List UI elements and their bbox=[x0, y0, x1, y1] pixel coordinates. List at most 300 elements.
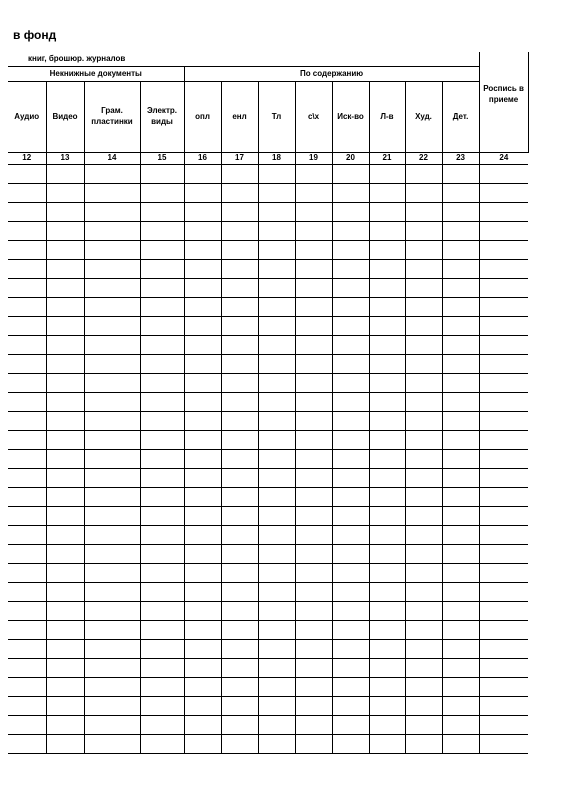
table-cell[interactable] bbox=[84, 316, 140, 335]
table-cell[interactable] bbox=[332, 164, 369, 183]
table-cell[interactable] bbox=[184, 392, 221, 411]
table-cell[interactable] bbox=[8, 677, 46, 696]
table-cell[interactable] bbox=[84, 354, 140, 373]
table-cell[interactable] bbox=[332, 601, 369, 620]
table-cell[interactable] bbox=[46, 373, 84, 392]
table-cell[interactable] bbox=[184, 240, 221, 259]
table-cell[interactable] bbox=[221, 525, 258, 544]
table-cell[interactable] bbox=[46, 411, 84, 430]
table-cell[interactable] bbox=[46, 677, 84, 696]
table-cell[interactable] bbox=[184, 582, 221, 601]
table-cell[interactable] bbox=[140, 677, 184, 696]
table-cell[interactable] bbox=[332, 677, 369, 696]
table-cell[interactable] bbox=[442, 658, 479, 677]
table-cell[interactable] bbox=[258, 278, 295, 297]
table-cell[interactable] bbox=[8, 468, 46, 487]
table-cell[interactable] bbox=[46, 164, 84, 183]
table-cell[interactable] bbox=[140, 620, 184, 639]
table-cell[interactable] bbox=[221, 278, 258, 297]
table-cell[interactable] bbox=[405, 620, 442, 639]
table-cell[interactable] bbox=[140, 240, 184, 259]
table-cell[interactable] bbox=[184, 164, 221, 183]
table-cell[interactable] bbox=[442, 392, 479, 411]
table-cell[interactable] bbox=[258, 563, 295, 582]
table-cell[interactable] bbox=[84, 335, 140, 354]
table-cell[interactable] bbox=[184, 183, 221, 202]
table-cell[interactable] bbox=[405, 601, 442, 620]
table-cell[interactable] bbox=[8, 487, 46, 506]
table-cell[interactable] bbox=[46, 335, 84, 354]
table-cell[interactable] bbox=[295, 487, 332, 506]
table-cell[interactable] bbox=[332, 259, 369, 278]
table-cell[interactable] bbox=[46, 734, 84, 753]
table-cell[interactable] bbox=[295, 430, 332, 449]
table-cell[interactable] bbox=[140, 601, 184, 620]
table-cell[interactable] bbox=[84, 677, 140, 696]
table-cell[interactable] bbox=[46, 620, 84, 639]
table-cell[interactable] bbox=[442, 164, 479, 183]
table-cell[interactable] bbox=[140, 525, 184, 544]
table-cell[interactable] bbox=[184, 316, 221, 335]
table-cell[interactable] bbox=[258, 544, 295, 563]
table-cell[interactable] bbox=[405, 468, 442, 487]
table-cell[interactable] bbox=[84, 373, 140, 392]
table-cell[interactable] bbox=[46, 582, 84, 601]
table-cell[interactable] bbox=[442, 563, 479, 582]
table-cell[interactable] bbox=[332, 563, 369, 582]
table-cell[interactable] bbox=[295, 202, 332, 221]
table-cell[interactable] bbox=[221, 164, 258, 183]
table-cell[interactable] bbox=[442, 202, 479, 221]
table-cell[interactable] bbox=[442, 487, 479, 506]
table-cell[interactable] bbox=[184, 449, 221, 468]
table-cell[interactable] bbox=[258, 601, 295, 620]
table-cell[interactable] bbox=[221, 468, 258, 487]
table-cell[interactable] bbox=[332, 525, 369, 544]
table-cell[interactable] bbox=[405, 202, 442, 221]
table-cell[interactable] bbox=[405, 544, 442, 563]
table-cell[interactable] bbox=[84, 183, 140, 202]
table-cell[interactable] bbox=[46, 202, 84, 221]
table-cell[interactable] bbox=[442, 430, 479, 449]
table-cell[interactable] bbox=[332, 335, 369, 354]
table-cell[interactable] bbox=[405, 183, 442, 202]
table-cell[interactable] bbox=[295, 297, 332, 316]
table-cell[interactable] bbox=[258, 449, 295, 468]
table-cell[interactable] bbox=[221, 677, 258, 696]
table-cell[interactable] bbox=[479, 677, 528, 696]
table-cell[interactable] bbox=[140, 335, 184, 354]
table-cell[interactable] bbox=[369, 354, 405, 373]
table-cell[interactable] bbox=[84, 525, 140, 544]
table-cell[interactable] bbox=[405, 411, 442, 430]
table-cell[interactable] bbox=[8, 411, 46, 430]
table-cell[interactable] bbox=[140, 411, 184, 430]
table-cell[interactable] bbox=[442, 601, 479, 620]
table-cell[interactable] bbox=[295, 544, 332, 563]
table-cell[interactable] bbox=[184, 620, 221, 639]
table-cell[interactable] bbox=[184, 411, 221, 430]
table-cell[interactable] bbox=[184, 278, 221, 297]
table-cell[interactable] bbox=[479, 468, 528, 487]
table-cell[interactable] bbox=[46, 221, 84, 240]
table-cell[interactable] bbox=[332, 620, 369, 639]
table-cell[interactable] bbox=[8, 164, 46, 183]
table-cell[interactable] bbox=[140, 563, 184, 582]
table-cell[interactable] bbox=[405, 658, 442, 677]
table-cell[interactable] bbox=[295, 620, 332, 639]
table-cell[interactable] bbox=[332, 183, 369, 202]
table-cell[interactable] bbox=[140, 392, 184, 411]
table-cell[interactable] bbox=[405, 430, 442, 449]
table-cell[interactable] bbox=[46, 658, 84, 677]
table-cell[interactable] bbox=[140, 715, 184, 734]
table-cell[interactable] bbox=[140, 487, 184, 506]
table-cell[interactable] bbox=[332, 639, 369, 658]
table-cell[interactable] bbox=[405, 677, 442, 696]
table-cell[interactable] bbox=[369, 677, 405, 696]
table-cell[interactable] bbox=[479, 601, 528, 620]
table-cell[interactable] bbox=[479, 506, 528, 525]
table-cell[interactable] bbox=[369, 259, 405, 278]
table-cell[interactable] bbox=[405, 354, 442, 373]
table-cell[interactable] bbox=[369, 449, 405, 468]
table-cell[interactable] bbox=[295, 259, 332, 278]
table-cell[interactable] bbox=[221, 373, 258, 392]
table-cell[interactable] bbox=[479, 183, 528, 202]
table-cell[interactable] bbox=[405, 715, 442, 734]
table-cell[interactable] bbox=[46, 715, 84, 734]
table-cell[interactable] bbox=[442, 373, 479, 392]
table-cell[interactable] bbox=[140, 202, 184, 221]
table-cell[interactable] bbox=[479, 696, 528, 715]
table-cell[interactable] bbox=[46, 449, 84, 468]
table-cell[interactable] bbox=[369, 715, 405, 734]
table-cell[interactable] bbox=[479, 202, 528, 221]
table-cell[interactable] bbox=[8, 620, 46, 639]
table-cell[interactable] bbox=[84, 734, 140, 753]
table-cell[interactable] bbox=[479, 715, 528, 734]
table-cell[interactable] bbox=[184, 544, 221, 563]
table-cell[interactable] bbox=[295, 468, 332, 487]
table-cell[interactable] bbox=[258, 734, 295, 753]
table-cell[interactable] bbox=[84, 164, 140, 183]
table-cell[interactable] bbox=[140, 468, 184, 487]
table-cell[interactable] bbox=[442, 354, 479, 373]
table-cell[interactable] bbox=[184, 734, 221, 753]
table-cell[interactable] bbox=[221, 449, 258, 468]
table-cell[interactable] bbox=[221, 487, 258, 506]
table-cell[interactable] bbox=[46, 639, 84, 658]
table-cell[interactable] bbox=[258, 582, 295, 601]
table-cell[interactable] bbox=[8, 734, 46, 753]
table-cell[interactable] bbox=[8, 430, 46, 449]
table-cell[interactable] bbox=[46, 487, 84, 506]
table-cell[interactable] bbox=[369, 639, 405, 658]
table-cell[interactable] bbox=[140, 734, 184, 753]
table-cell[interactable] bbox=[405, 240, 442, 259]
table-cell[interactable] bbox=[140, 316, 184, 335]
table-cell[interactable] bbox=[369, 297, 405, 316]
table-cell[interactable] bbox=[140, 354, 184, 373]
table-cell[interactable] bbox=[369, 430, 405, 449]
table-cell[interactable] bbox=[295, 601, 332, 620]
table-cell[interactable] bbox=[479, 525, 528, 544]
table-cell[interactable] bbox=[8, 335, 46, 354]
table-cell[interactable] bbox=[221, 620, 258, 639]
table-cell[interactable] bbox=[479, 240, 528, 259]
table-cell[interactable] bbox=[332, 411, 369, 430]
table-cell[interactable] bbox=[46, 354, 84, 373]
table-cell[interactable] bbox=[184, 487, 221, 506]
table-cell[interactable] bbox=[8, 259, 46, 278]
table-cell[interactable] bbox=[84, 449, 140, 468]
table-cell[interactable] bbox=[184, 468, 221, 487]
table-cell[interactable] bbox=[184, 658, 221, 677]
table-cell[interactable] bbox=[442, 544, 479, 563]
table-cell[interactable] bbox=[295, 658, 332, 677]
table-cell[interactable] bbox=[258, 316, 295, 335]
table-cell[interactable] bbox=[369, 221, 405, 240]
table-cell[interactable] bbox=[332, 506, 369, 525]
table-cell[interactable] bbox=[479, 411, 528, 430]
table-cell[interactable] bbox=[258, 658, 295, 677]
table-cell[interactable] bbox=[221, 715, 258, 734]
table-cell[interactable] bbox=[479, 278, 528, 297]
table-cell[interactable] bbox=[184, 563, 221, 582]
table-cell[interactable] bbox=[405, 164, 442, 183]
table-cell[interactable] bbox=[184, 677, 221, 696]
table-cell[interactable] bbox=[84, 639, 140, 658]
table-cell[interactable] bbox=[8, 601, 46, 620]
table-cell[interactable] bbox=[332, 696, 369, 715]
table-cell[interactable] bbox=[369, 506, 405, 525]
table-cell[interactable] bbox=[140, 582, 184, 601]
table-cell[interactable] bbox=[332, 354, 369, 373]
table-cell[interactable] bbox=[140, 221, 184, 240]
table-cell[interactable] bbox=[140, 297, 184, 316]
table-cell[interactable] bbox=[442, 525, 479, 544]
table-cell[interactable] bbox=[184, 202, 221, 221]
table-cell[interactable] bbox=[295, 278, 332, 297]
table-cell[interactable] bbox=[442, 639, 479, 658]
table-cell[interactable] bbox=[46, 278, 84, 297]
table-cell[interactable] bbox=[405, 696, 442, 715]
table-cell[interactable] bbox=[442, 411, 479, 430]
table-cell[interactable] bbox=[258, 164, 295, 183]
table-cell[interactable] bbox=[8, 582, 46, 601]
table-cell[interactable] bbox=[369, 487, 405, 506]
table-cell[interactable] bbox=[295, 563, 332, 582]
table-cell[interactable] bbox=[84, 430, 140, 449]
table-cell[interactable] bbox=[84, 259, 140, 278]
table-cell[interactable] bbox=[332, 734, 369, 753]
table-cell[interactable] bbox=[332, 392, 369, 411]
table-cell[interactable] bbox=[46, 525, 84, 544]
table-cell[interactable] bbox=[258, 373, 295, 392]
table-cell[interactable] bbox=[46, 240, 84, 259]
table-cell[interactable] bbox=[140, 259, 184, 278]
table-cell[interactable] bbox=[405, 259, 442, 278]
table-cell[interactable] bbox=[84, 392, 140, 411]
table-cell[interactable] bbox=[295, 240, 332, 259]
table-cell[interactable] bbox=[332, 316, 369, 335]
table-cell[interactable] bbox=[442, 582, 479, 601]
table-cell[interactable] bbox=[295, 373, 332, 392]
table-cell[interactable] bbox=[258, 221, 295, 240]
table-cell[interactable] bbox=[8, 715, 46, 734]
table-cell[interactable] bbox=[295, 582, 332, 601]
table-cell[interactable] bbox=[295, 411, 332, 430]
table-cell[interactable] bbox=[140, 696, 184, 715]
table-cell[interactable] bbox=[405, 278, 442, 297]
table-cell[interactable] bbox=[184, 354, 221, 373]
table-cell[interactable] bbox=[140, 639, 184, 658]
table-cell[interactable] bbox=[332, 297, 369, 316]
table-cell[interactable] bbox=[405, 734, 442, 753]
table-cell[interactable] bbox=[46, 563, 84, 582]
table-cell[interactable] bbox=[221, 696, 258, 715]
table-cell[interactable] bbox=[479, 639, 528, 658]
table-cell[interactable] bbox=[442, 715, 479, 734]
table-cell[interactable] bbox=[295, 335, 332, 354]
table-cell[interactable] bbox=[8, 297, 46, 316]
table-cell[interactable] bbox=[479, 392, 528, 411]
table-cell[interactable] bbox=[479, 563, 528, 582]
table-cell[interactable] bbox=[369, 240, 405, 259]
table-cell[interactable] bbox=[221, 335, 258, 354]
table-cell[interactable] bbox=[405, 506, 442, 525]
table-cell[interactable] bbox=[479, 620, 528, 639]
table-cell[interactable] bbox=[258, 392, 295, 411]
table-cell[interactable] bbox=[442, 221, 479, 240]
table-cell[interactable] bbox=[479, 430, 528, 449]
table-cell[interactable] bbox=[442, 620, 479, 639]
table-cell[interactable] bbox=[46, 183, 84, 202]
table-cell[interactable] bbox=[369, 468, 405, 487]
table-cell[interactable] bbox=[332, 430, 369, 449]
table-cell[interactable] bbox=[295, 316, 332, 335]
table-cell[interactable] bbox=[405, 449, 442, 468]
table-cell[interactable] bbox=[332, 449, 369, 468]
table-cell[interactable] bbox=[84, 544, 140, 563]
table-cell[interactable] bbox=[221, 506, 258, 525]
table-cell[interactable] bbox=[295, 715, 332, 734]
table-cell[interactable] bbox=[258, 677, 295, 696]
table-cell[interactable] bbox=[221, 354, 258, 373]
table-cell[interactable] bbox=[442, 240, 479, 259]
table-cell[interactable] bbox=[405, 221, 442, 240]
table-cell[interactable] bbox=[295, 525, 332, 544]
table-cell[interactable] bbox=[140, 183, 184, 202]
table-cell[interactable] bbox=[221, 240, 258, 259]
table-cell[interactable] bbox=[479, 658, 528, 677]
table-cell[interactable] bbox=[369, 335, 405, 354]
table-cell[interactable] bbox=[442, 449, 479, 468]
table-cell[interactable] bbox=[221, 639, 258, 658]
table-cell[interactable] bbox=[258, 468, 295, 487]
table-cell[interactable] bbox=[84, 240, 140, 259]
table-cell[interactable] bbox=[258, 354, 295, 373]
table-cell[interactable] bbox=[442, 468, 479, 487]
table-cell[interactable] bbox=[479, 316, 528, 335]
table-cell[interactable] bbox=[84, 582, 140, 601]
table-cell[interactable] bbox=[442, 734, 479, 753]
table-cell[interactable] bbox=[84, 278, 140, 297]
table-cell[interactable] bbox=[221, 183, 258, 202]
table-cell[interactable] bbox=[442, 278, 479, 297]
table-cell[interactable] bbox=[221, 392, 258, 411]
table-cell[interactable] bbox=[84, 468, 140, 487]
table-cell[interactable] bbox=[442, 506, 479, 525]
table-cell[interactable] bbox=[46, 696, 84, 715]
table-cell[interactable] bbox=[221, 411, 258, 430]
table-cell[interactable] bbox=[258, 525, 295, 544]
table-cell[interactable] bbox=[184, 259, 221, 278]
table-cell[interactable] bbox=[184, 696, 221, 715]
table-cell[interactable] bbox=[369, 525, 405, 544]
table-cell[interactable] bbox=[369, 202, 405, 221]
table-cell[interactable] bbox=[8, 696, 46, 715]
table-cell[interactable] bbox=[221, 601, 258, 620]
table-cell[interactable] bbox=[405, 639, 442, 658]
table-cell[interactable] bbox=[332, 468, 369, 487]
table-cell[interactable] bbox=[184, 506, 221, 525]
table-cell[interactable] bbox=[8, 392, 46, 411]
table-cell[interactable] bbox=[221, 544, 258, 563]
table-cell[interactable] bbox=[46, 506, 84, 525]
table-cell[interactable] bbox=[332, 202, 369, 221]
table-cell[interactable] bbox=[369, 316, 405, 335]
table-cell[interactable] bbox=[84, 487, 140, 506]
table-cell[interactable] bbox=[140, 658, 184, 677]
table-cell[interactable] bbox=[184, 525, 221, 544]
table-cell[interactable] bbox=[405, 582, 442, 601]
table-cell[interactable] bbox=[332, 373, 369, 392]
table-cell[interactable] bbox=[221, 221, 258, 240]
table-cell[interactable] bbox=[479, 164, 528, 183]
table-cell[interactable] bbox=[295, 734, 332, 753]
table-cell[interactable] bbox=[8, 278, 46, 297]
table-cell[interactable] bbox=[332, 544, 369, 563]
table-cell[interactable] bbox=[8, 240, 46, 259]
table-cell[interactable] bbox=[369, 411, 405, 430]
table-cell[interactable] bbox=[184, 373, 221, 392]
table-cell[interactable] bbox=[221, 430, 258, 449]
table-cell[interactable] bbox=[8, 316, 46, 335]
table-cell[interactable] bbox=[184, 639, 221, 658]
table-cell[interactable] bbox=[84, 221, 140, 240]
table-cell[interactable] bbox=[369, 563, 405, 582]
table-cell[interactable] bbox=[479, 487, 528, 506]
table-cell[interactable] bbox=[405, 563, 442, 582]
table-cell[interactable] bbox=[140, 278, 184, 297]
table-cell[interactable] bbox=[442, 677, 479, 696]
table-cell[interactable] bbox=[332, 658, 369, 677]
table-cell[interactable] bbox=[369, 620, 405, 639]
table-cell[interactable] bbox=[221, 658, 258, 677]
table-cell[interactable] bbox=[8, 506, 46, 525]
table-cell[interactable] bbox=[369, 658, 405, 677]
table-cell[interactable] bbox=[479, 259, 528, 278]
table-cell[interactable] bbox=[8, 373, 46, 392]
table-cell[interactable] bbox=[369, 183, 405, 202]
table-cell[interactable] bbox=[258, 335, 295, 354]
table-cell[interactable] bbox=[46, 468, 84, 487]
table-cell[interactable] bbox=[479, 335, 528, 354]
table-cell[interactable] bbox=[332, 582, 369, 601]
table-cell[interactable] bbox=[84, 696, 140, 715]
